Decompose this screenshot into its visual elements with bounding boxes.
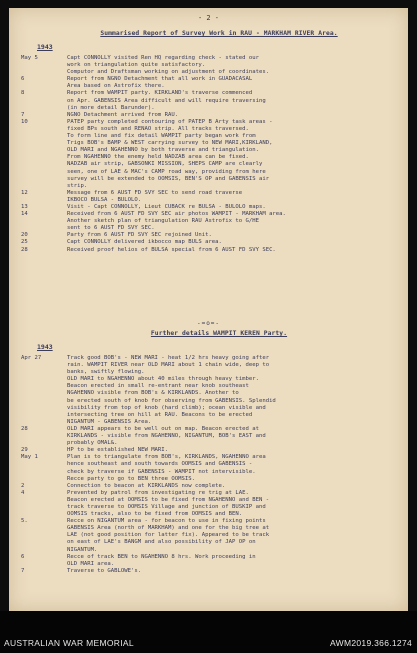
- entry-text: [67, 239, 401, 246]
- entry-line: NADZAB air strip, GABSONKI MISSION, SHEPS CAMP are clearly: [67, 161, 263, 168]
- entry-line: PATEP party completed contouring of PATEP B Arty task areas -: [67, 118, 273, 125]
- entry-line: Report from WAMPIT party. KIRKLAND's traverse commenced: [67, 90, 253, 97]
- entry-date: 28: [21, 246, 28, 253]
- entry-line: Traverse to GABLOWE's.: [67, 567, 142, 574]
- entry-line: Beacon erected in small re-entrant near knob southeast: [67, 383, 249, 390]
- entry-date: 14: [21, 211, 28, 218]
- entry-line: Received proof helios of BULSA special from 6 AUST FD SVY SEC.: [67, 246, 276, 253]
- entry-text: [67, 554, 401, 568]
- entry-line: hence southeast and south towards OOMSIS and GABENSIS -: [67, 461, 253, 468]
- entry-line: OLD MARI area.: [67, 560, 115, 567]
- entry-date: Apr 27: [21, 355, 42, 361]
- entry-line: LAE (not good position for latter fix). Appeared to be track: [67, 532, 270, 539]
- entry-line: OLD MARI and NGAHENNO by both traverse and triangulation.: [67, 147, 259, 154]
- entry-line: Capt CONNOLLY delivered ikbocco map BULS area.: [67, 239, 222, 246]
- entry-line: NGAHENNO visible from BOB's & KIRKLANDS. Another to: [67, 390, 239, 397]
- entry-line: fixed BPs south and RENAO strip. All tracks traversed.: [67, 125, 249, 132]
- entry-line: Prevented by patrol from investigating re trig at LAE.: [67, 489, 249, 496]
- log-entry: [21, 76, 401, 90]
- entry-line: Capt CONNOLLY visited Ren HQ regarding check - stated our: [67, 55, 259, 61]
- entry-date: 6: [21, 553, 25, 560]
- document-page: [9, 8, 408, 611]
- year-label-1: 1943: [37, 43, 53, 51]
- entry-line: visibility from top of knob (hard climb); ocean visible and: [67, 404, 266, 411]
- entry-text: [67, 90, 401, 111]
- entry-line: GABENSIS Area (north of MARKHAM) and one for the big tree at: [67, 525, 270, 532]
- entry-date: 4: [21, 489, 25, 496]
- entry-list-summary: [21, 55, 401, 254]
- entry-date: 20: [21, 232, 28, 239]
- entry-line: strip.: [67, 182, 88, 189]
- entry-line: be erected south of knob for observing from GABENSIS. Splendid: [67, 397, 276, 404]
- entry-date: 13: [21, 203, 28, 210]
- log-entry: [21, 568, 401, 575]
- log-entry: [21, 518, 401, 553]
- entry-line: on Apr. GABENSIS Area difficult and will require traversing: [67, 97, 266, 104]
- entry-date: 2: [21, 482, 25, 489]
- entry-line: NGNO Detachment arrived from RAU.: [67, 111, 179, 118]
- entry-text: [67, 232, 401, 239]
- log-entry: [21, 119, 401, 190]
- entry-line: seen, one of LAE & MAC's CAMP road way, providing from here: [67, 168, 266, 175]
- entry-date: 28: [21, 425, 28, 432]
- entry-line: Trigs BOB's BAMP & WEST carrying survey to NEW MARI,KIRKLAND,: [67, 140, 273, 147]
- entry-line: OLD MARI appears to be well out on map. Beacon erected at: [67, 425, 259, 432]
- entry-line: banks, swiftly flowing.: [67, 369, 145, 376]
- entry-line: Message from 6 AUST FD SVY SEC to send road traverse: [67, 189, 243, 196]
- entry-text: [67, 518, 401, 553]
- log-entry: [21, 355, 401, 426]
- year-label-2: 1943: [37, 343, 53, 351]
- entry-line: Area based on Astrofix there.: [67, 83, 165, 90]
- entry-line: track traverse to OOMSIS Village and junction of BUSKIP and: [67, 503, 266, 510]
- entry-line: sent to 6 AUST FD SVY SEC.: [67, 225, 155, 232]
- entry-line: OLD MARI to NGAHENNO about 40 miles through heavy timber.: [67, 376, 259, 383]
- entry-date: 7: [21, 567, 25, 574]
- log-entry: [21, 239, 401, 246]
- entry-date: 12: [21, 189, 28, 196]
- entry-text: [67, 447, 401, 454]
- entry-text: [67, 76, 401, 90]
- entry-date: 10: [21, 118, 28, 125]
- entry-text: [67, 355, 401, 426]
- entry-text: [67, 119, 401, 190]
- entry-date: May 1: [21, 454, 38, 461]
- entry-line: KIRKLANDS - visible from NGAHENNO, NIGANTUM, BOB's EAST and: [67, 433, 266, 440]
- entry-line: rain. WAMPIT RIVER near OLD MARI about 1 chain wide, deep to: [67, 362, 270, 369]
- entry-line: probably OMAL&.: [67, 440, 118, 447]
- entry-line: Computor and Draftsman working on adjustment of coordinates.: [67, 69, 270, 76]
- entry-line: on east of LAE's BANGM and also possibility of JAP OP on: [67, 539, 256, 546]
- log-entry: [21, 426, 401, 447]
- log-entry: [21, 490, 401, 518]
- log-entry: [21, 247, 401, 254]
- entry-line: Received from 6 AUST FD SVY SEC air photos WAMPIT - MARKHAM area.: [67, 211, 286, 218]
- entry-date: 8: [21, 90, 25, 97]
- entry-text: [67, 483, 401, 490]
- entry-text: [67, 426, 401, 447]
- entry-line: OOMSIS tracks, also to be fixed from OOMSIS and BEN.: [67, 511, 243, 518]
- entry-line: Track good BOB's - NEW MARI - heat 1/2 hrs heavy going after: [67, 355, 270, 361]
- entry-line: intersecting tree on hill at RAU. Beacons to be erected: [67, 411, 253, 418]
- entry-text: [67, 55, 401, 76]
- log-entry: [21, 554, 401, 568]
- entry-date: 25: [21, 239, 28, 246]
- entry-text: [67, 190, 401, 204]
- entry-line: Connection to beacon at KIRKLANDS now complete.: [67, 482, 226, 489]
- archive-reference: AWM2019.366.1274: [330, 638, 412, 648]
- entry-text: [67, 568, 401, 575]
- entry-date: 6: [21, 76, 25, 83]
- entry-line: IKBOCO BULSA - BULOLO.: [67, 196, 142, 203]
- entry-line: Visit - Capt CONNOLLY, Lieut CUBACK re BULSA - BULOLO maps.: [67, 203, 266, 210]
- entry-line: NIGANTUM.: [67, 546, 98, 553]
- entry-text: [67, 454, 401, 482]
- entry-date: 5.: [21, 518, 28, 525]
- entry-line: Report from NGNO Detachment that all work in GUADACASAL: [67, 76, 253, 83]
- entry-line: Recce of track BEN to NGAHENNO 8 hrs. Work proceeding in: [67, 553, 256, 560]
- log-entry: [21, 112, 401, 119]
- entry-text: [67, 247, 401, 254]
- log-entry: [21, 90, 401, 111]
- entry-line: To form line and fix detail WAMPIT party began work from: [67, 133, 256, 140]
- entry-line: Recce party to go to BEN three OOMSIS.: [67, 475, 195, 482]
- entry-date: May 5: [21, 55, 38, 61]
- section-heading-summary: Summarised Report of Survey Work in RAU - MARKHAM RIVER Area.: [100, 30, 338, 37]
- entry-line: Plan is to triangulate from BOB's, KIRKLANDS, NGAHENNO area: [67, 454, 266, 461]
- entry-line: check by traverse if GABENSIS - WAMPIT not intervisible.: [67, 468, 256, 475]
- log-entry: [21, 483, 401, 490]
- entry-text: [67, 211, 401, 232]
- entry-line: NIGANTUM - GABENSIS Area.: [67, 418, 152, 425]
- archive-footer: [0, 611, 417, 653]
- section-divider: -=o=-: [196, 320, 221, 327]
- log-entry: [21, 454, 401, 482]
- entry-list-wampit: [21, 355, 401, 575]
- entry-line: From NGAHENNO the enemy held NADZAB area can be fixed.: [67, 154, 249, 161]
- log-entry: [21, 232, 401, 239]
- archive-name: AUSTRALIAN WAR MEMORIAL: [4, 638, 134, 648]
- section-heading-wampit: Further details WAMPIT KEREN Party.: [150, 330, 288, 337]
- entry-line: Beacon erected at OOMSIS to be fixed from NGAHENNO and BEN -: [67, 496, 270, 503]
- entry-line: Recce on NIGANTUM area - for beacon to use in fixing points: [67, 518, 266, 525]
- page-number: - 2 -: [197, 14, 220, 22]
- entry-text: [67, 204, 401, 211]
- log-entry: [21, 190, 401, 204]
- entry-line: survey will be extended to OOMSIS, BEN'S OP and GABENSIS air: [67, 175, 270, 182]
- log-entry: [21, 211, 401, 232]
- entry-text: [67, 490, 401, 518]
- entry-line: (in more detail Barunder).: [67, 104, 155, 111]
- entry-line: Another sketch plan of triangulation RAU Astrofix to G/HE: [67, 218, 259, 225]
- entry-line: Party from 6 AUST FD SVY SEC rejoined Unit.: [67, 232, 212, 239]
- log-entry: [21, 204, 401, 211]
- entry-text: [67, 112, 401, 119]
- log-entry: [21, 447, 401, 454]
- log-entry: [21, 55, 401, 76]
- entry-date: 7: [21, 111, 25, 118]
- entry-line: work on triangulation quite satisfactory.: [67, 62, 206, 69]
- entry-date: 29: [21, 447, 28, 454]
- entry-line: HP to be established NEW MARI.: [67, 447, 169, 454]
